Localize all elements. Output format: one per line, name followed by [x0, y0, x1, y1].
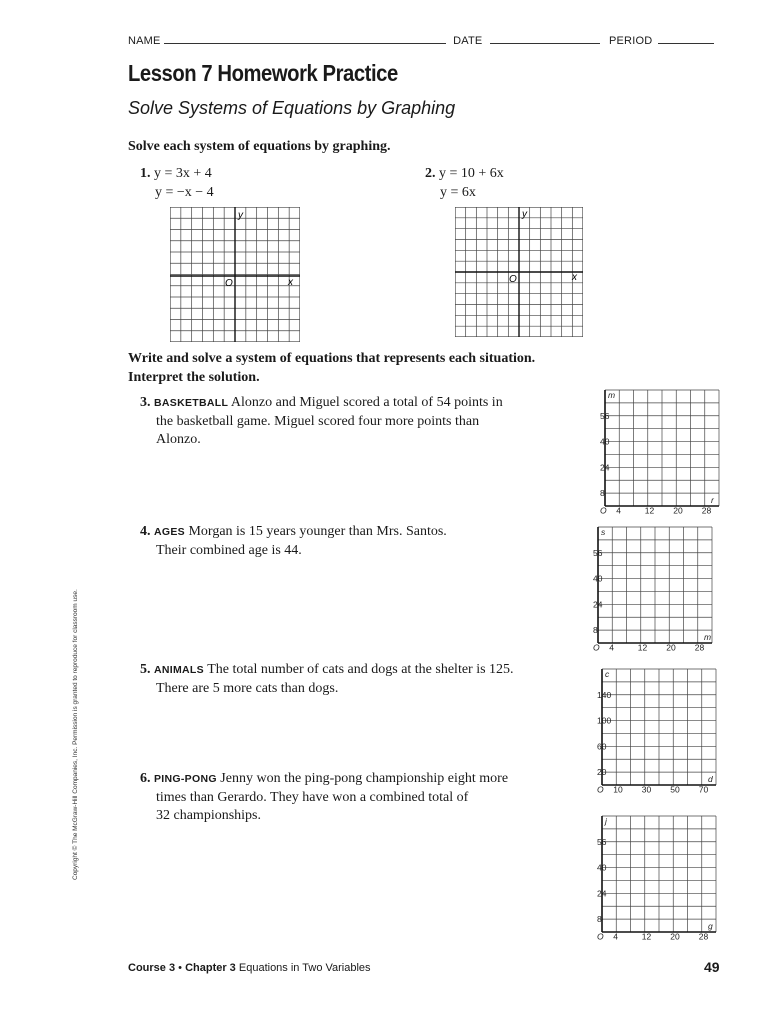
x-tick-label: 28 [698, 931, 709, 940]
problem-line: Morgan is 15 years younger than Mrs. Santos. [188, 524, 447, 539]
y-tick-label: 24 [597, 888, 607, 899]
y-tick-label: 56 [597, 836, 607, 847]
origin-label: O [593, 642, 600, 651]
y-tick-label: 40 [600, 436, 610, 447]
x-axis-label: x [572, 272, 577, 283]
date-label: DATE [453, 35, 483, 47]
system-1 [140, 164, 214, 202]
problem-tag: ANIMALS [154, 664, 204, 676]
y-tick-label: 40 [597, 862, 607, 873]
x-axis-label: x [288, 277, 293, 288]
system-number: 2. [425, 166, 436, 181]
period-blank[interactable] [658, 42, 714, 44]
date-blank[interactable] [490, 42, 600, 44]
y-variable-label: j [605, 816, 607, 826]
footer-course: Course 3 [128, 962, 176, 974]
footer-chapter: Chapter 3 [185, 962, 236, 974]
problem-line: The total number of cats and dogs at the shelter is 125. [207, 662, 514, 677]
y-tick-label: 8 [600, 488, 605, 499]
page-title: Lesson 7 Homework Practice [128, 60, 398, 86]
footer-bullet: • [178, 962, 182, 974]
period-label: PERIOD [608, 35, 653, 47]
problem-line: times than Gerardo. They have won a combined total of [156, 789, 469, 805]
problem-number: 6. [140, 771, 151, 786]
header-line [128, 35, 714, 47]
name-label: NAME [128, 35, 161, 47]
name-blank[interactable] [164, 42, 446, 44]
x-tick-label: 28 [694, 642, 705, 651]
y-tick-label: 8 [597, 914, 602, 925]
problem-line: 32 championships. [156, 808, 261, 823]
problem-number: 5. [140, 662, 151, 677]
problem-tag: BASKETBALL [154, 397, 229, 409]
problem-line: Jenny won the ping-pong championship eight more [220, 771, 509, 786]
y-tick-label: 60 [597, 741, 607, 752]
page-number: 49 [704, 959, 720, 975]
x-tick-label: 12 [644, 505, 655, 514]
quadrant-graph-3[interactable] [599, 388, 721, 514]
y-tick-label: 8 [593, 625, 598, 636]
origin-label: O [597, 784, 604, 793]
x-tick-label: 70 [698, 784, 709, 793]
quadrant-graph-6[interactable] [596, 814, 718, 940]
coordinate-grid-2[interactable] [455, 207, 583, 337]
problem-line: the basketball game. Miguel scored four more points than [156, 413, 480, 429]
x-tick-label: 20 [666, 642, 676, 651]
problem-tag: AGES [154, 526, 185, 538]
instructions-solve: Solve each system of equations by graphing. [128, 139, 391, 154]
origin-label: O [225, 278, 233, 289]
y-tick-label: 56 [600, 410, 610, 421]
copyright-notice: Copyright © The McGraw-Hill Companies, Inc. Permission is granted to reproduce for classroom use. [72, 589, 79, 880]
y-tick-label: 24 [600, 462, 610, 473]
system-eq2: y = −x − 4 [155, 185, 214, 200]
x-variable-label: d [708, 774, 713, 784]
system-eq2: y = 6x [440, 185, 476, 200]
x-tick-label: 4 [609, 642, 614, 651]
x-tick-label: 12 [641, 931, 652, 940]
problem-line: Alonzo. [156, 432, 201, 447]
x-tick-label: 4 [616, 505, 621, 514]
x-tick-label: 12 [637, 642, 648, 651]
y-tick-label: 100 [597, 715, 612, 726]
word-problem-4 [140, 523, 580, 560]
quadrant-graph-4[interactable] [592, 525, 714, 651]
y-tick-label: 20 [597, 767, 607, 778]
instructions-line: Write and solve a system of equations that represents each situation. [128, 351, 536, 366]
system-number: 1. [140, 166, 151, 181]
problem-line: Alonzo and Miguel scored a total of 54 points in [230, 395, 503, 410]
footer [128, 962, 371, 974]
y-variable-label: c [605, 669, 610, 679]
x-tick-label: 20 [670, 931, 680, 940]
x-tick-label: 30 [641, 784, 652, 793]
word-problem-3 [140, 394, 580, 450]
word-problem-5 [140, 661, 590, 698]
problem-line: There are 5 more cats than dogs. [156, 680, 339, 696]
problem-tag: PING-PONG [154, 773, 217, 785]
problem-line: Their combined age is 44. [156, 542, 302, 558]
instructions-line: Interpret the solution. [128, 370, 260, 385]
y-tick-label: 56 [593, 547, 603, 558]
y-tick-label: 24 [593, 599, 603, 610]
problem-number: 4. [140, 524, 151, 539]
y-axis-label: y [238, 210, 243, 221]
origin-label: O [600, 505, 607, 514]
origin-label: O [597, 931, 604, 940]
system-eq1: y = 10 + 6x [439, 166, 504, 181]
x-tick-label: 28 [701, 505, 712, 514]
x-variable-label: g [708, 921, 713, 931]
problem-number: 3. [140, 395, 151, 410]
footer-topic: Equations in Two Variables [238, 962, 371, 974]
x-variable-label: m [704, 632, 712, 642]
quadrant-graph-5[interactable] [596, 667, 718, 793]
system-eq1: y = 3x + 4 [154, 166, 212, 181]
y-axis-label: y [522, 209, 527, 220]
x-tick-label: 10 [613, 784, 623, 793]
x-tick-label: 4 [613, 931, 618, 940]
system-2 [425, 164, 504, 202]
coordinate-grid-1[interactable] [170, 207, 300, 342]
page-subtitle: Solve Systems of Equations by Graphing [128, 98, 456, 118]
y-tick-label: 140 [597, 689, 612, 700]
y-variable-label: s [601, 527, 606, 537]
y-variable-label: m [608, 390, 616, 400]
x-variable-label: r [711, 495, 714, 505]
instructions-write [128, 349, 535, 387]
y-tick-label: 40 [593, 573, 603, 584]
x-tick-label: 50 [670, 784, 680, 793]
word-problem-6 [140, 770, 580, 826]
x-tick-label: 20 [673, 505, 683, 514]
origin-label: O [509, 274, 517, 285]
